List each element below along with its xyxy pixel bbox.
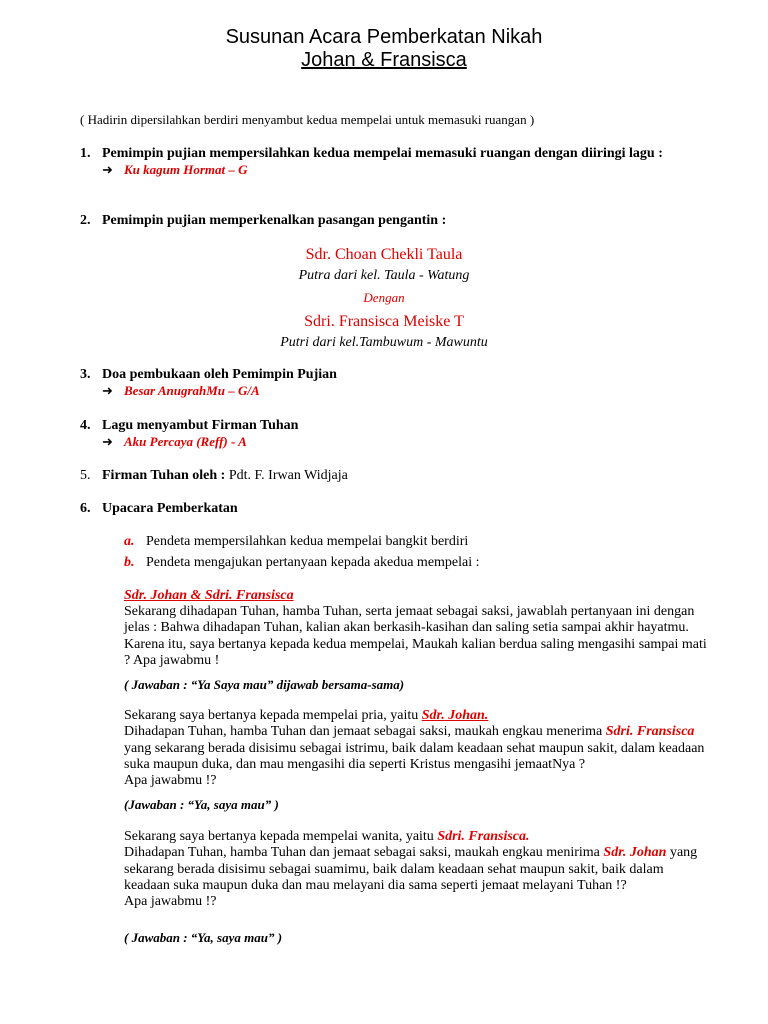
item-3-song: Besar AnugrahMu – G/A (124, 383, 260, 398)
both-vow-header: Sdr. Johan & Sdri. Fransisca (124, 588, 294, 603)
connector-with: Dengan (363, 290, 405, 305)
both-vow-answer: ( Jawaban : “Ya Saya mau” dijawab bersama-sama) (124, 677, 405, 692)
item-2-number: 2. (80, 213, 91, 228)
item-5-line (102, 467, 348, 484)
bride-vow-line: keadaan suka maupun duka dan mau melayani dia sama seperti jemaat melayani Tuhan !? (124, 877, 627, 893)
document-subtitle: Johan & Fransisca (301, 49, 467, 71)
groom-vow-line: yang sekarang berada disisimu sebagai istrimu, baik dalam keadaan sehat maupun sakit, dalam keadaan (124, 740, 705, 756)
groom-vow-answer: (Jawaban : “Ya, saya mau” ) (124, 797, 279, 812)
groom-vow-question: Dihadapan Tuhan, hamba Tuhan dan jemaat sebagai saksi, maukah engkau menerima (124, 724, 606, 740)
bride-name: Sdri. Fransisca Meiske T (304, 313, 464, 330)
both-vow-line: Karena itu, saya bertanya kepada kedua mempelai, Maukah kalian berdua saling mengasihi sampai mati (124, 636, 707, 652)
sub-item-b-letter: b. (124, 555, 135, 570)
bride-vow-groom-name: Sdr. Johan (603, 845, 667, 861)
item-1-number: 1. (80, 146, 91, 161)
item-1-song: Ku kagum Hormat – G (124, 162, 248, 177)
bride-vow-name: Sdri. Fransisca. (437, 829, 530, 844)
bride-vow-question-end: yang (666, 845, 698, 861)
bride-vow-text (124, 829, 704, 910)
groom-vow-line: suka maupun duka, dan mau mengasihi dia seperti Kristus mengasihi jemaatNya ? (124, 756, 586, 772)
sub-item-b-text: Pendeta mengajukan pertanyaan kepada akedua mempelai : (146, 555, 480, 570)
item-1-text: Pemimpin pujian mempersilahkan kedua mempelai memasuki ruangan dengan diiringi lagu : (102, 146, 663, 161)
item-6-number: 6. (80, 501, 91, 516)
bride-vow-line (124, 845, 704, 861)
both-vow-line: jelas : Bahwa dihadapan Tuhan, kalian akan berkasih-kasihan dan saling setia sampai akhir hayatmu. (124, 620, 689, 636)
bride-vow-answer: ( Jawaban : “Ya, saya mau” ) (124, 930, 283, 945)
groom-vow-line: Apa jawabmu !? (124, 773, 217, 789)
bride-vow-line: sekarang berada disisimu sebagai suamimu, baik dalam keadaan sehat maupun sakit, baik dalam (124, 861, 664, 877)
item-4-text: Lagu menyambut Firman Tuhan (102, 418, 299, 433)
sub-item-a-text: Pendeta mempersilahkan kedua mempelai bangkit berdiri (146, 534, 469, 549)
document-title: Susunan Acara Pemberkatan Nikah (225, 26, 543, 48)
groom-vow-intro: Sekarang saya bertanya kepada mempelai pria, yaitu (124, 708, 422, 723)
arrow-right-icon: ➜ (102, 434, 113, 449)
bride-parents: Putri dari kel.Tambuwum - Mawuntu (280, 335, 488, 350)
item-3-text: Doa pembukaan oleh Pemimpin Pujian (102, 367, 337, 382)
both-vow-text (124, 604, 707, 669)
groom-vow-bride-name: Sdri. Fransisca (605, 724, 695, 740)
bride-vow-line: Apa jawabmu !? (124, 894, 217, 910)
groom-vow-name: Sdr. Johan. (421, 708, 489, 723)
bride-vow-question: Dihadapan Tuhan, hamba Tuhan dan jemaat sebagai saksi, maukah engkau menirima (124, 845, 604, 861)
item-4-number: 4. (80, 418, 91, 433)
both-vow-line: Sekarang dihadapan Tuhan, hamba Tuhan, serta jemaat sebagai saksi, jawablah pertanyaan ini dengan (124, 604, 695, 619)
item-3-number: 3. (80, 367, 91, 382)
both-vow-line: ? Apa jawabmu ! (124, 652, 220, 668)
bride-vow-line (124, 829, 704, 845)
groom-vow-line (124, 708, 704, 724)
arrow-right-icon: ➜ (102, 383, 113, 398)
arrow-right-icon: ➜ (102, 162, 113, 177)
groom-vow-text (124, 708, 704, 789)
groom-name: Sdr. Choan Chekli Taula (305, 246, 463, 263)
item-5-label: Firman Tuhan oleh : (102, 468, 226, 483)
groom-parents: Putra dari kel. Taula - Watung (298, 268, 470, 283)
groom-vow-line (124, 724, 704, 740)
item-6-text: Upacara Pemberkatan (102, 501, 238, 516)
item-2-text: Pemimpin pujian memperkenalkan pasangan pengantin : (102, 213, 447, 228)
sub-item-a-letter: a. (124, 534, 135, 549)
bride-vow-intro: Sekarang saya bertanya kepada mempelai wanita, yaitu (124, 829, 438, 844)
item-5-number: 5. (80, 468, 91, 483)
intro-note: ( Hadirin dipersilahkan berdiri menyambut kedua mempelai untuk memasuki ruangan ) (80, 112, 535, 127)
item-4-song: Aku Percaya (Reff) - A (124, 434, 247, 449)
item-5-text: Pdt. F. Irwan Widjaja (225, 468, 348, 483)
